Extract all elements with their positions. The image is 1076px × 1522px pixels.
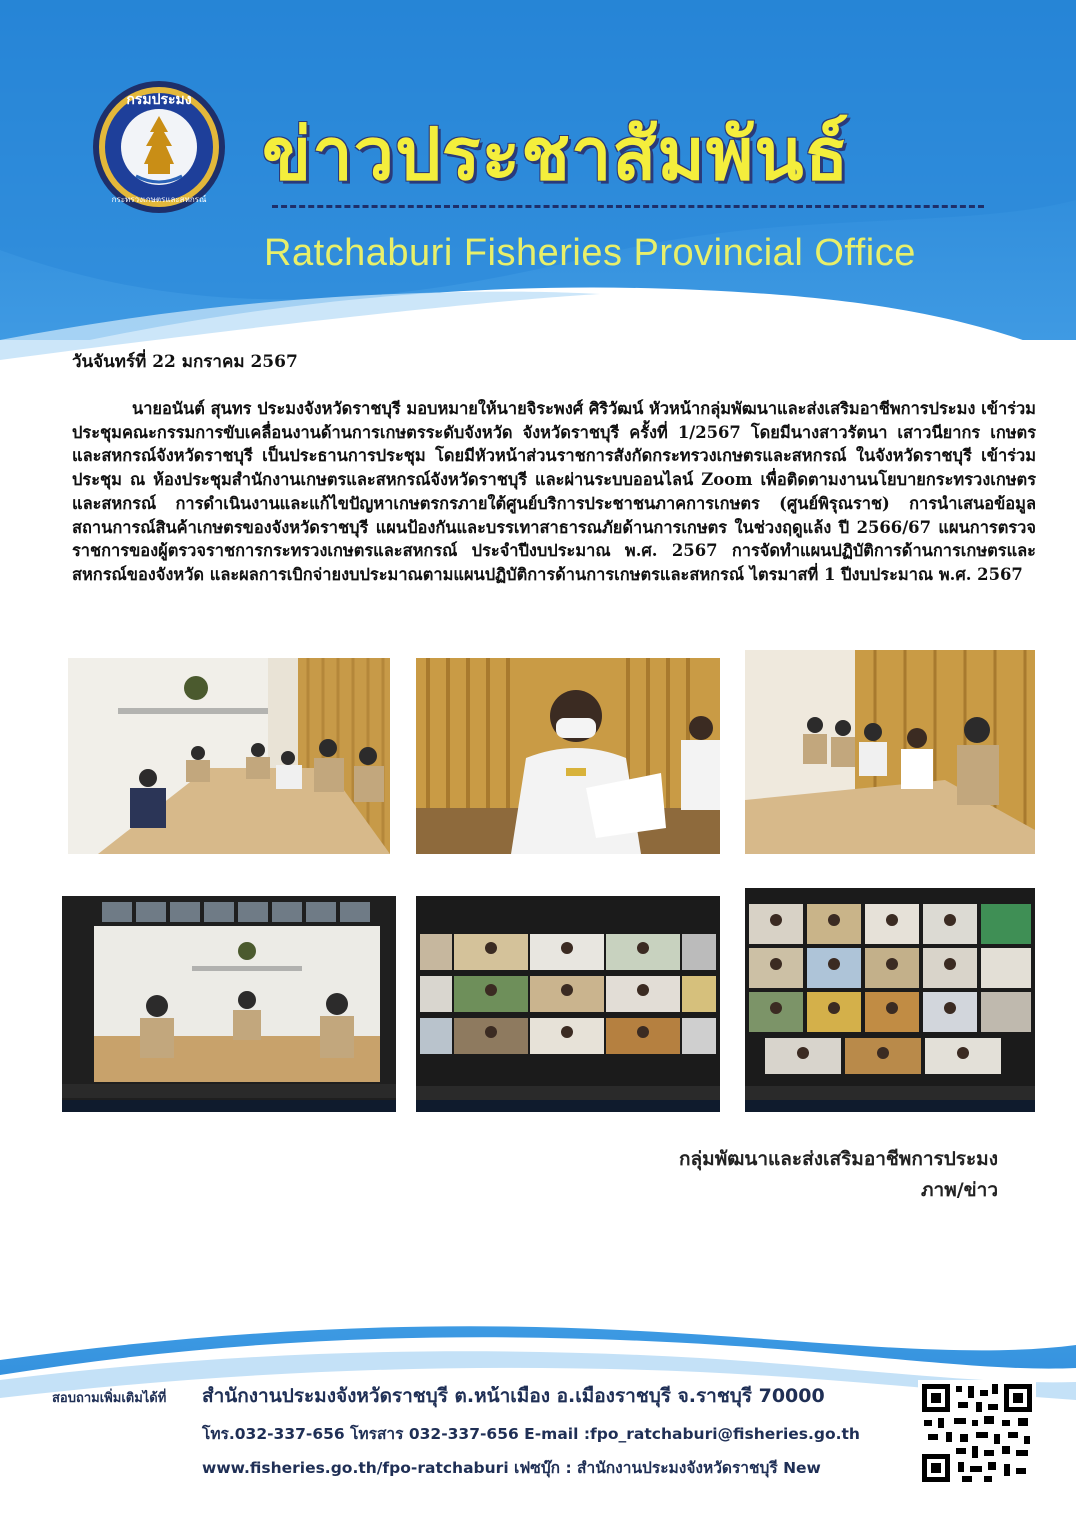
credit-block: [679, 1144, 998, 1206]
photo-zoom-gallery-1: [416, 896, 720, 1112]
credit-role: ภาพ/ข่าว: [921, 1179, 998, 1201]
logo-ring-text: กรมประมง: [126, 92, 192, 108]
org-name-en: Ratchaburi Fisheries Provincial Office: [264, 232, 916, 274]
photo-officer-reading: [416, 658, 720, 854]
logo-bottom-text: กระทรวงเกษตรและสหกรณ์: [111, 195, 207, 204]
photo-meeting-table-side: [745, 650, 1035, 854]
photo-zoom-gallery-2: [745, 888, 1035, 1112]
header-divider: [272, 205, 984, 208]
footer-web-link[interactable]: www.fisheries.go.th/fpo-ratchaburi เฟซบุ๊ก : สำนักงานประมงจังหวัดราชบุรี New: [202, 1459, 821, 1477]
qr-code-icon[interactable]: [918, 1380, 1036, 1486]
credit-group: กลุ่มพัฒนาและส่งเสริมอาชีพการประมง: [679, 1148, 998, 1170]
department-of-fisheries-logo: [92, 80, 226, 214]
footer-office-address: สำนักงานประมงจังหวัดราชบุรี ต.หน้าเมือง อ.เมืองราชบุรี จ.ราชบุรี 70000: [202, 1385, 825, 1407]
photo-zoom-room-view: [62, 896, 396, 1112]
photo-meeting-room-wide: [68, 658, 390, 854]
footer-ask-more: สอบถามเพิ่มเติมได้ที่: [52, 1391, 167, 1406]
footer-contact: โทร.032-337-656 โทรสาร 032-337-656 E-mail :fpo_ratchaburi@fisheries.go.th: [202, 1425, 860, 1443]
headline: ข่าวประชาสัมพันธ์: [262, 112, 850, 196]
article-date: วันจันทร์ที่ 22 มกราคม 2567: [72, 352, 298, 372]
article-body: นายอนันต์ สุนทร ประมงจังหวัดราชบุรี มอบหมายให้นายจิระพงศ์ ศิริวัฒน์ หัวหน้ากลุ่มพัฒนาและส่งเสริมอาชีพการประมง เข้าร่วมประชุมคณะกรรมการขับเคลื่อนงานด้านการเกษตรระดับจังหวัด จังหวัดราชบุรี ครั้งที่ 1/2567 โดยมีนางสาวรัตนา เสาวนียากร เกษตรและสหกรณ์จังหวัดราชบุรี เป็นประธานการประชุม โดยมีหัวหน้าส่วนราชการสังกัดกระทรวงเกษตรและสหกรณ์ ในจังหวัดราชบุรี เข้าร่วมประชุม ณ ห้องประชุมสำนักงานเกษตรและสหกรณ์จังหวัดราชบุรี และผ่านระบบออนไลน์ Zoom เพื่อติดตามงานนโยบายกระทรวงเกษตรและสหกรณ์ การดำเนินงานและแก้ไขปัญหาเกษตรกรภายใต้ศูนย์บริการประชาชนภาคการเกษตร (ศูนย์พิรุณราช) การนำเสนอข้อมูลสถานการณ์สินค้าเกษตรของจังหวัดราชบุรี แผนป้องกันและบรรเทาสาธารณภัยด้านการเกษตร ในช่วงฤดูแล้ง ปี 2566/67 แผนการตรวจราชการของผู้ตรวจราชการกระทรวงเกษตรและสหกรณ์ ประจำปีงบประมาณ พ.ศ. 2567 การจัดทำแผนปฏิบัติการด้านการเกษตรและสหกรณ์ของจังหวัด และผลการเบิกจ่ายงบประมาณตามแผนปฏิบัติการด้านการเกษตรและสหกรณ์ ไตรมาสที่ 1 ปีงบประมาณ พ.ศ. 2567: [72, 399, 1036, 584]
